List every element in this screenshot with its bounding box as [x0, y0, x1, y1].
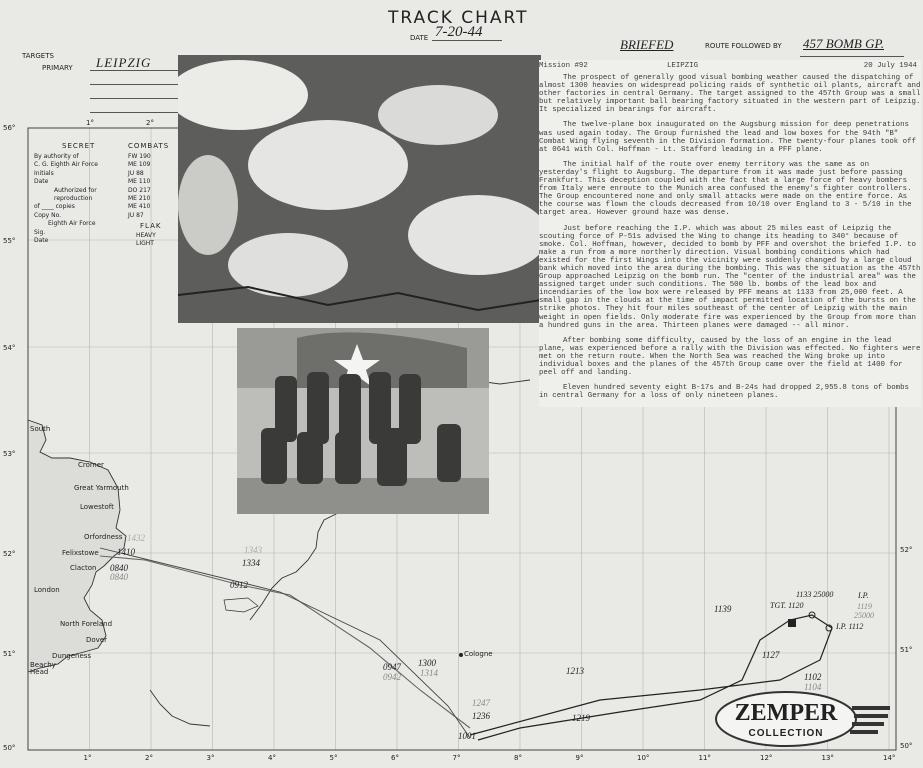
primary-label: PRIMARY: [42, 64, 73, 72]
route-time: 1139: [714, 604, 732, 614]
mission-number: Mission #92: [539, 62, 588, 70]
lon-label: 11°: [698, 754, 711, 762]
route-time: I.P.: [858, 591, 869, 600]
lat-label: 52°: [3, 550, 16, 558]
lon-label: 7°: [452, 754, 461, 762]
zemper-collection-logo: [712, 690, 892, 748]
targets-label: TARGETS: [22, 52, 54, 60]
flak-list: HEAVY LIGHT: [136, 232, 156, 248]
route-time: 0947: [383, 662, 401, 672]
lat-label: 56°: [3, 124, 16, 132]
route-time: 0912: [230, 580, 248, 590]
place-dungeness: Dungeness: [52, 652, 92, 660]
route-time: 1127: [762, 650, 780, 660]
aerial-photo: [178, 55, 541, 323]
narrative-paragraph: After bombing some difficulty, caused by the loss of an engine in the lead plane, was experienced before a rally with the Division was effected. No fighters were met on the return route. When the North Sea was reached the Wing broke up into individual boxes and the planes of the 457th Group came over the field at 1400 for peel off and landing.: [539, 336, 921, 378]
place-beachy-head: Beachy Head: [30, 661, 56, 676]
route-time: 1343: [244, 545, 262, 555]
place-lowestoft: Lowestoft: [80, 503, 114, 511]
route-time: 0840: [110, 563, 128, 573]
lat-label-right: 51°: [900, 646, 913, 654]
briefed-label: BRIEFED: [620, 37, 674, 52]
route-time: 1410: [117, 547, 135, 557]
lon-label: 5°: [329, 754, 338, 762]
lat-label: 50°: [3, 744, 16, 752]
lon-label: 8°: [514, 754, 522, 762]
lat-label-right: 50°: [900, 742, 913, 750]
place-cologne: Cologne: [464, 650, 493, 658]
crew-photo: [237, 328, 489, 514]
narrative-paragraph: The prospect of generally good visual bombing weather caused the dispatching of almost 1300 heavies on widespread policing raids of synthetic oil plants, aircraft and other factories in central Germany. The target assigned to the 457th Group was a small but relatively important ball bearing factory situated in the western part of Leipzig. It specialized in bearings for aircraft.: [539, 74, 921, 115]
flak-title: FLAK: [140, 222, 162, 230]
lat-label: 54°: [3, 344, 16, 352]
narrative-paragraph: The initial half of the route over enemy territory was the same as on yesterday's flight to Augsburg. The departure from it was made just before passing Frankfurt. This deception coupled with the fact that a large force of heavy bombers from Italy were enroute to the Munich area confused the enemy's fighter controllers. The Group encountered none and only small attacks were made on the entire force. As the course was flown the clouds decreased from 10/10 over England to 3 - 5/10 in the target area. However ground haze was dense.: [539, 160, 912, 218]
place-london: London: [34, 586, 60, 594]
lon-label-top: 2°: [146, 119, 154, 127]
place-clacton: Clacton: [70, 564, 97, 572]
lat-label: 55°: [3, 237, 16, 245]
lon-label: 10°: [637, 754, 650, 762]
route-label: ROUTE FOLLOWED BY: [705, 42, 782, 50]
route-time: 1213: [566, 666, 584, 676]
lon-label: 4°: [268, 754, 276, 762]
narrative-paragraph: The twelve-plane box inaugurated on the Augsburg mission for deep penetrations was used again today. The Group furnished the lead and low boxes for the 94th "B" Combat Wing flying seventh in the Division formation. The twenty-four planes took off at 0641 with Col. Hoffman - Lt. Stafford leading in a PFF plane.: [539, 121, 916, 154]
route-time: 1001: [458, 731, 476, 741]
mission-target: LEIPZIG: [667, 62, 699, 70]
lat-label: 53°: [3, 450, 16, 458]
lon-label: 6°: [391, 754, 399, 762]
place-north-foreland: North Foreland: [60, 620, 113, 628]
route-time: 1119: [857, 602, 872, 611]
narrative-paragraph: Eleven hundred seventy eight B-17s and B-24s had dropped 2,955.8 tons of bombs in central Germany for a loss of only nineteen planes.: [539, 384, 909, 401]
place-felixstowe: Felixstowe: [62, 549, 99, 557]
lat-label: 51°: [3, 650, 16, 658]
lon-label-top: 1°: [86, 119, 94, 127]
logo-text: ZEMPER: [734, 700, 838, 726]
place-south: South: [30, 425, 51, 433]
authority-lines: By authority of C. G. Eighth Air Force Initials Date Authorized for reproduction of ____ copies Copy No. Eighth Air Force Sig. Date: [34, 153, 98, 245]
lon-label: 2°: [145, 754, 153, 762]
authority-box: [24, 140, 176, 252]
route-group: 457 BOMB GP.: [803, 36, 885, 51]
route-time: 0942: [383, 672, 401, 682]
lon-label: 1°: [83, 754, 92, 762]
lon-label: 14°: [883, 754, 896, 762]
narrative-header: [539, 60, 921, 74]
combats-list: FW 190 ME 109 JU 88 ME 110 DO 217 ME 210 ME 410 JU 87: [128, 153, 151, 219]
chart-title: TRACK CHART: [388, 8, 529, 28]
secret-title: SECRET: [62, 142, 96, 150]
date-label: DATE: [410, 34, 429, 42]
place-great-yarmouth: Great Yarmouth: [74, 484, 129, 492]
route-time: 0840: [110, 572, 128, 582]
place-cromer: Cromer: [78, 461, 104, 469]
place-orfordness: Orfordness: [84, 533, 123, 541]
route-time: 1133 25000: [796, 590, 834, 599]
route-time: TGT. 1120: [770, 601, 804, 610]
place-dover: Dover: [86, 636, 107, 644]
route-time: 1432: [127, 533, 145, 543]
route-time: 1236: [472, 711, 490, 721]
narrative-paragraph: Just before reaching the I.P. which was about 25 miles east of Leipzig the scouting force of P-51s advised the Wing to change its heading to 340° because of smoke. Col. Hoffman, however, decided to bomb by PFF and overshot the briefed I.P. to make a run from a more northerly direction. Visual bombing conditions which had existed for the first Wings into the vicinity were suddenly changed by a large cloud bank which moved into the area during the bombing. This was the situation as the 457th Group approached Leipzig on the bomb run. The "center of the industrial area" was the assigned target under such conditions. The 500 lb. bombs of the lead box and incendiaries of the low box were released by PFF means at 1133 from 25,000 feet. A small gap in the clouds at the time of impact permitted location of the bursts on the strike photos. They hit four miles southeast of the center of Leipzig with the main weight in open fields. Only moderate fire was experienced by the Group from more than a hundred guns in the area. Thirteen planes were damaged -- all minor.: [539, 224, 921, 330]
lat-label-right: 52°: [900, 546, 913, 554]
mission-narrative: [539, 60, 921, 407]
route-time: I.P. 1112: [836, 622, 864, 631]
route-time: 1300: [418, 658, 436, 668]
combats-title: COMBATS: [128, 142, 170, 150]
route-time: 1104: [804, 682, 822, 692]
lon-label: 12°: [760, 754, 773, 762]
primary-target: LEIPZIG: [96, 55, 152, 70]
route-time: 25000: [854, 611, 874, 620]
route-time: 1102: [804, 672, 822, 682]
mission-date: 20 July 1944: [863, 62, 917, 70]
lon-label: 3°: [206, 754, 215, 762]
route-time: 1314: [420, 668, 438, 678]
lon-label: 9°: [575, 754, 584, 762]
route-time: 1219: [572, 713, 590, 723]
route-time: 1334: [242, 558, 260, 568]
logo-subtext: COLLECTION: [748, 728, 824, 739]
date-value: 7-20-44: [435, 24, 483, 40]
route-time: 1247: [472, 698, 490, 708]
lon-label: 13°: [821, 754, 834, 762]
